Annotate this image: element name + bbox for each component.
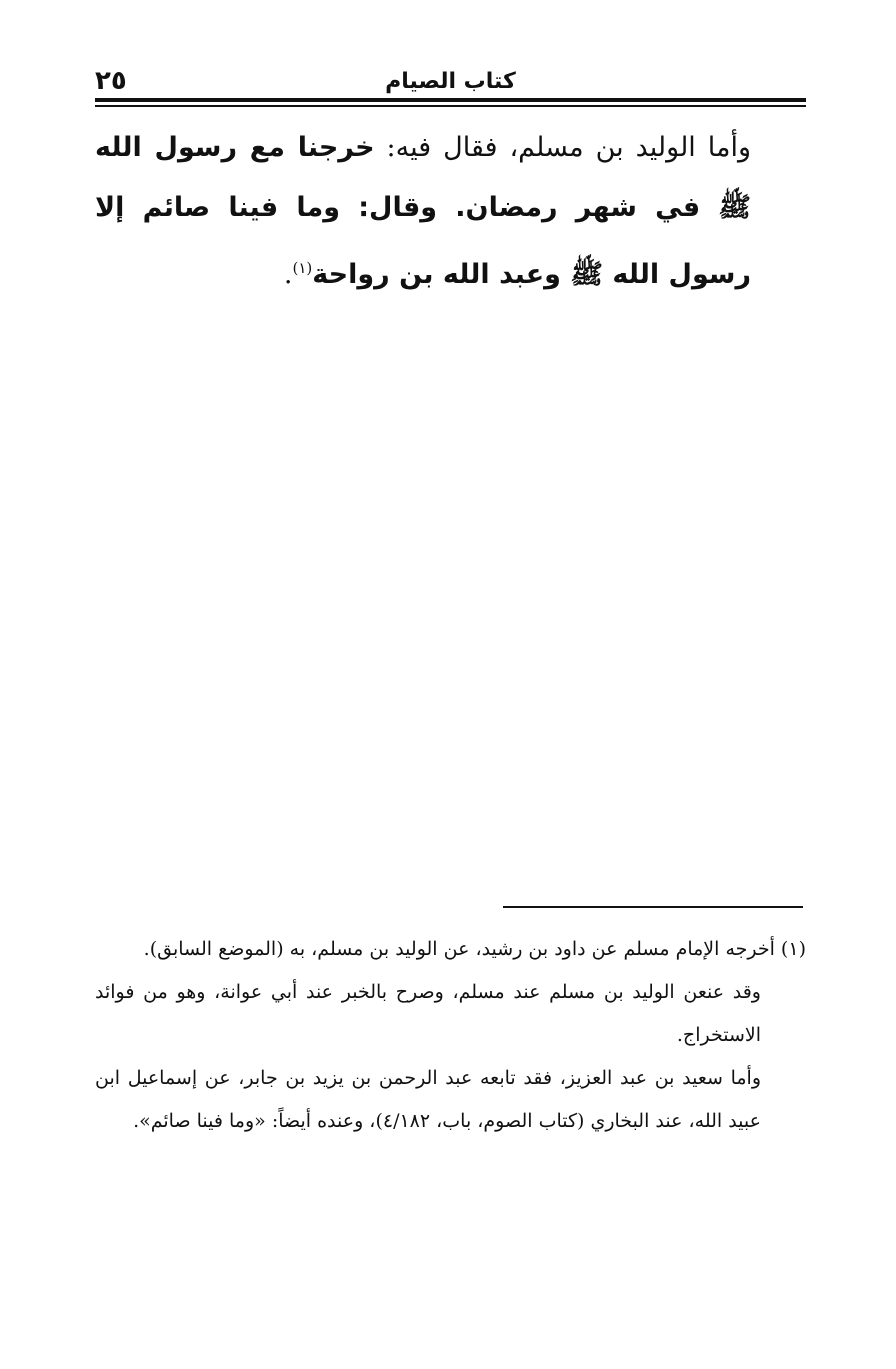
- header-rule-thin: [95, 105, 806, 107]
- intro-text: وأما الوليد بن مسلم، فقال فيه:: [374, 132, 751, 163]
- footnote-separator: [503, 906, 803, 908]
- footnote-1: (١) أخرجه الإمام مسلم عن داود بن رشيد، عن الوليد بن مسلم، به (الموضع السابق).: [143, 938, 806, 960]
- hadith-quote: خرجنا مع رسول الله ﷺ في شهر رمضان. وقال: وما فينا صائم إلا رسول الله ﷺ وعبد الله بن رواحة: [95, 132, 751, 290]
- footnote-1-paragraph-3: وأما سعيد بن عبد العزيز، فقد تابعه عبد الرحمن بن يزيد بن جابر، عن إسماعيل ابن عبيد الله، عند البخاري (كتاب الصوم، باب، ٤/١٨٢)، وعنده أيضاً: «وما فينا صائم».: [95, 1067, 761, 1132]
- main-text: [95, 118, 806, 305]
- page-number: ٢٥: [95, 66, 127, 96]
- page-header: [95, 66, 806, 96]
- footnote-1-paragraph-2: وقد عنعن الوليد بن مسلم عند مسلم، وصرح بالخبر عند أبي عوانة، وهو من فوائد الاستخراج.: [95, 981, 761, 1046]
- main-paragraph: [95, 118, 806, 305]
- running-title: كتاب الصيام: [385, 69, 516, 94]
- footnotes: [95, 928, 806, 1143]
- footnote-marker: (١): [292, 259, 313, 277]
- header-rule-thick: [95, 98, 806, 102]
- end-period: .: [283, 259, 293, 290]
